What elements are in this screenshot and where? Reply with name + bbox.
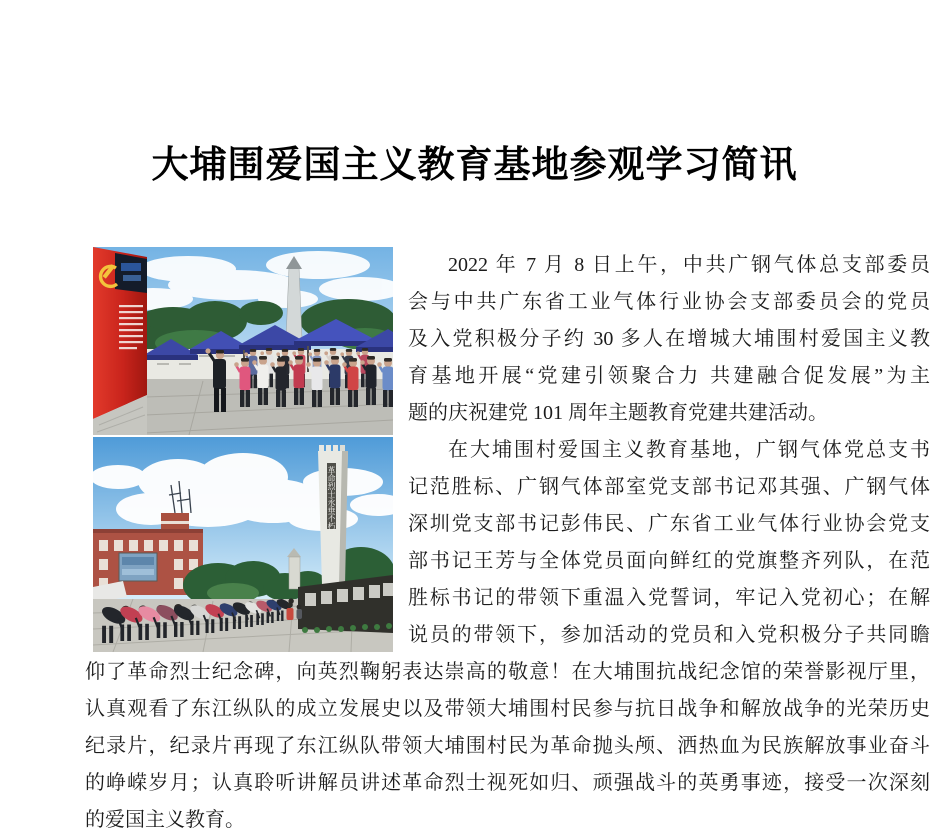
body-line: 认真观看了东江纵队的成立发展史以及带领大埔围村民参与抗日战争和解放战争的光荣历史	[85, 698, 930, 720]
body-line: 会与中共广东省工业气体行业协会支部委员会的党员	[408, 291, 930, 313]
photo-column	[93, 247, 393, 652]
body-line: 说员的带领下，参加活动的党员和入党积极分子共同瞻	[408, 624, 930, 646]
body-line: 题的庆祝建党 101 周年主题教育党建共建活动。	[408, 402, 828, 424]
body-line: 的爱国主义教育。	[85, 809, 245, 831]
body-line: 在大埔围村爱国主义教育基地，广钢气体党总支书	[448, 439, 930, 461]
photo1-red-flag-monument	[93, 247, 147, 435]
body-line: 的峥嵘岁月；认真聆听讲解员讲述革命烈士视死如归、顽强战斗的英勇事迹，接受一次深刻	[85, 772, 930, 794]
body-line: 记范胜标、广钢气体部室党支部书记邓其强、广钢气体	[408, 476, 930, 498]
monument-inscription-text: 革命烈士永垂不朽	[327, 466, 336, 530]
body-line: 纪录片，纪录片再现了东江纵队带领大埔围村民为革命抛头颅、洒热血为民族解放事业奋斗	[85, 735, 930, 757]
body-line: 仰了革命烈士纪念碑，向英烈鞠躬表达崇高的敬意！在大埔围抗战纪念馆的荣誉影视厅里，	[85, 661, 930, 683]
article-body	[85, 247, 930, 836]
body-line: 及入党积极分子约 30 多人在增城大埔围村爱国主义教	[408, 328, 930, 350]
photo-martyrs-monument	[93, 437, 393, 652]
body-line: 胜标书记的带领下重温入党誓词，牢记入党初心；在解	[408, 587, 930, 609]
page-title: 大埔围爱国主义教育基地参观学习简讯	[151, 144, 798, 185]
body-line: 育基地开展“党建引领聚合力 共建融合促发展”为主	[408, 365, 930, 387]
photo-oath-ceremony	[93, 247, 393, 435]
photo1-led-screen	[115, 253, 147, 293]
photo2-monument-pillar	[318, 445, 348, 585]
body-line: 2022 年 7 月 8 日上午，中共广钢气体总支部委员	[448, 254, 930, 276]
body-line: 深圳党支部书记彭伟民、广东省工业气体行业协会党支	[408, 513, 930, 535]
body-line: 部书记王芳与全体党员面向鲜红的党旗整齐列队，在范	[408, 550, 930, 572]
